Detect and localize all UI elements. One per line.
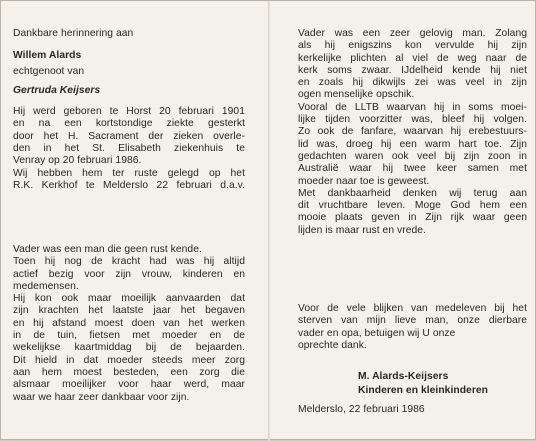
signature-widow: M. Alards-Keijsers: [358, 371, 449, 382]
birth-death-paragraph: [13, 106, 245, 192]
thanks-line: oprechte dank.: [298, 339, 367, 351]
tribute-line: actief bezig voor zijn vrouw, kinderen en: [13, 268, 245, 280]
tribute-line: medemensen.: [13, 280, 79, 292]
place-date-text: Melderslo, 22 februari 1986: [298, 404, 425, 415]
faith-line: Met dankbaarheid denken wij terug aan: [298, 187, 527, 199]
tribute-line: Hij kon ook maar moeilijk aanvaarden dat: [13, 293, 245, 305]
spouse-name: Gertruda Keijsers: [13, 84, 101, 96]
faith-line: Vader was een zeer gelovig man. Zolang: [298, 28, 527, 39]
faith-line: ogen menselijke opschik.: [298, 89, 415, 101]
faith-line: kerk soms zwaar. IJdelheid kende hij niet: [298, 64, 527, 76]
thanks-line: vader en opa, betuigen wij U onze: [298, 327, 456, 339]
faith-line: lijden is maar rust en vrede.: [298, 224, 426, 236]
card-heading: Dankbare herinnering aan: [13, 28, 134, 39]
signature-family: Kinderen en kleinkinderen: [358, 385, 488, 397]
birth-line: den in het St. Elisabeth ziekenhuis te: [13, 143, 245, 155]
faith-line: dit vruchtbare leven. Moge God hem een: [298, 200, 527, 212]
thanks-line: sterven van mijn lieve man, onze dierbare: [298, 315, 527, 327]
faith-line: als hij enigszins kon vervulde hij zijn: [298, 40, 527, 52]
faith-line: gedachten waren ook veel bij zijn zoon in: [298, 150, 527, 162]
birth-line: R.K. Kerkhof te Melderslo 22 februari d.a.v.: [13, 179, 245, 191]
faith-line: lijke tijden voorzitter was, bleef hij volgen.: [298, 114, 527, 126]
faith-line: kerkelijke plichten al viel de weg naar de: [298, 52, 527, 64]
tribute-line: aan hem moest besteden, een zorg die: [13, 366, 245, 378]
tribute-paragraph: [13, 244, 245, 404]
faith-line: moeder naar toe is geweest.: [298, 175, 430, 187]
tribute-line: en hij afstand moest doen van het werken: [13, 317, 245, 329]
place-date: [298, 404, 498, 416]
tribute-line: waar we haar zeer dankbaar voor zijn.: [13, 391, 190, 403]
birth-line: Hij werd geboren te Horst 20 februari 1901: [13, 106, 245, 118]
tribute-line: Vader was een man die geen rust kende.: [13, 244, 202, 255]
thanks-paragraph: [298, 303, 527, 352]
faith-line: lid was, droeg hij een warm hart toe. Zijn: [298, 138, 527, 150]
birth-line: door het H. Sacrament der zieken overle-: [13, 130, 245, 142]
faith-line: mooie plaats geven in Zijn rijk waar geen: [298, 212, 527, 224]
tribute-line: zijn krachten het laatste jaar het begaven: [13, 305, 245, 317]
spouse-label: echtgenoot van: [13, 65, 85, 77]
faith-line: Australië waar hij twee keer samen met: [298, 163, 527, 175]
birth-line: Venray op 20 februari 1986.: [13, 155, 142, 167]
birth-line: en na een kortstondige ziekte gesterkt: [13, 118, 245, 130]
birth-line: Wij hebben hem ter ruste gelegd op het: [13, 167, 245, 179]
thanks-line: Voor de vele blijken van medeleven bij het: [298, 303, 527, 314]
tribute-line: wekelijkse kaartmiddag bij de bejaarden.: [13, 342, 245, 354]
deceased-name: Willem Alards: [13, 50, 82, 62]
tribute-line: alsmaar moeilijker voor haar werd, maar: [13, 379, 245, 391]
faith-line: Zo ook de fanfare, waarvan hij erebestuurs-: [298, 126, 527, 138]
left-panel-intro: [13, 28, 245, 192]
tribute-line: in de tuin, fietsen met moeder en de: [13, 330, 245, 342]
faith-paragraph: [298, 28, 527, 237]
tribute-line: Toen hij nog de kracht had was hij altijd: [13, 256, 245, 268]
faith-line: en zoals hij dikwijls zei was veel in zijn: [298, 77, 527, 89]
faith-line: Vooral de LLTB waarvan hij in soms moei-: [298, 101, 527, 113]
card-fold-divider: [268, 1, 270, 441]
tribute-line: Dit hield in dat moeder steeds meer zorg: [13, 354, 245, 366]
signature-block: [358, 371, 528, 400]
